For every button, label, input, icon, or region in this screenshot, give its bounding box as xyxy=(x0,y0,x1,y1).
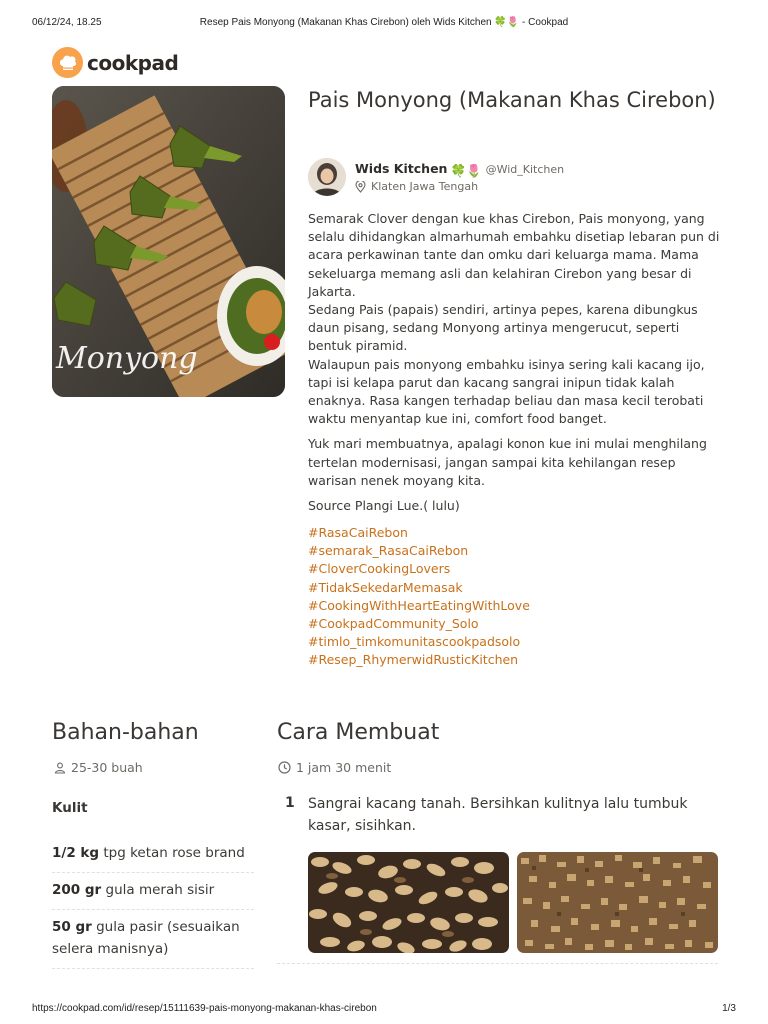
print-url: https://cookpad.com/id/resep/15111639-pais-monyong-makanan-khas-cirebon xyxy=(32,1003,377,1014)
ingredient-name: gula pasir (sesuaikan selera manisnya) xyxy=(52,919,240,957)
hashtag-link[interactable]: #timlo_timkomunitascookpadsolo xyxy=(308,634,521,650)
description-paragraph: Yuk mari membuatnya, apalagi konon kue ini mulai menghilang tertelan modernisasi, jangan sampai kita kehilangan resep warisan nenek moyang kita. xyxy=(308,436,707,488)
duration-text: 1 jam 30 menit xyxy=(296,760,392,775)
hashtag-link[interactable]: #CloverCookingLovers xyxy=(308,561,451,577)
hashtag-link[interactable]: #RasaCaiRebon xyxy=(308,525,408,540)
chef-hat-icon xyxy=(52,47,83,78)
avatar[interactable] xyxy=(308,158,346,196)
hashtag-link[interactable]: #TidakSekedarMemasak xyxy=(308,579,463,595)
hashtag-link[interactable]: #Resep_RhymerwidRusticKitchen xyxy=(308,652,519,668)
location-pin-icon xyxy=(355,181,366,193)
ingredient-item xyxy=(52,836,254,873)
step-photo[interactable] xyxy=(308,852,509,953)
description-paragraph: Walaupun pais monyong embahku isinya sering kali kacang ijo, tapi isi kelapa parut dan kacang sangrai inipun tidak kalah enaknya. Rasa kangen terhadap beliau dan masa kecil terobati waktu menyantap kue ini, comfort food banget. xyxy=(308,356,705,427)
ingredients-heading: Bahan-bahan xyxy=(52,720,199,745)
clock-icon xyxy=(278,761,291,774)
print-footer xyxy=(0,984,768,1024)
ingredient-qty: 50 gr xyxy=(52,919,92,935)
person-icon xyxy=(54,762,66,774)
print-header xyxy=(0,0,768,40)
ingredient-group-title: Kulit xyxy=(52,800,88,816)
hashtag-link[interactable]: #semarak_RasaCaiRebon xyxy=(308,543,469,559)
author-location-text: Klaten Jawa Tengah xyxy=(371,180,479,193)
step-number: 1 xyxy=(285,795,295,811)
ingredient-qty: 1/2 kg xyxy=(52,845,100,861)
hashtag-list xyxy=(308,524,530,670)
author-handle[interactable]: @Wid_Kitchen xyxy=(485,163,565,176)
hashtag-link[interactable]: #CookpadCommunity_Solo xyxy=(308,616,479,632)
cook-duration xyxy=(278,760,391,775)
description-paragraph: Sedang Pais (papais) sendiri, artinya pepes, karena dibungkus daun pisang, sedang Monyong artinya mengerucut, seperti bentuk piramid. xyxy=(308,302,698,354)
print-date: 06/12/24, 18.25 xyxy=(32,17,102,28)
description-paragraph: Semarak Clover dengan kue khas Cirebon, Pais monyong, yang selalu dihidangkan almarhumah embahku disetiap lebaran pun di acara perkawinan tante dan omku dari keluarga mama. Mama sekeluarga memang asli dan kelahiran Cirebon yang besar di Jakarta. xyxy=(308,211,720,299)
author-name[interactable]: Wids Kitchen xyxy=(355,161,448,176)
ingredient-name: gula merah sisir xyxy=(105,882,215,898)
recipe-photo xyxy=(52,86,285,397)
description-paragraph: Source Plangi Lue.( lulu) xyxy=(308,498,460,514)
ingredient-item xyxy=(52,910,254,969)
clover-tulip-emoji: 🍀🌷 xyxy=(450,163,482,178)
steps-heading: Cara Membuat xyxy=(277,720,440,745)
author-location xyxy=(355,180,478,193)
author-block[interactable] xyxy=(308,158,728,198)
servings-text: 25-30 buah xyxy=(71,760,143,775)
ingredient-list xyxy=(52,836,254,969)
servings xyxy=(54,760,143,775)
ingredient-qty: 200 gr xyxy=(52,882,102,898)
step-divider xyxy=(277,963,718,964)
print-page-title: Resep Pais Monyong (Makanan Khas Cirebon) oleh Wids Kitchen 🍀🌷 - Cookpad xyxy=(199,17,569,28)
logo-text: cookpad xyxy=(87,50,179,75)
ingredient-item xyxy=(52,873,254,910)
print-page-number: 1/3 xyxy=(722,1003,736,1014)
cookpad-logo[interactable] xyxy=(52,47,178,78)
ingredient-name: tpg ketan rose brand xyxy=(103,845,245,861)
image-overlay-text: Monyong xyxy=(56,341,198,376)
step-photo[interactable] xyxy=(517,852,718,953)
recipe-title: Pais Monyong (Makanan Khas Cirebon) xyxy=(308,88,716,112)
recipe-description xyxy=(308,210,723,515)
hashtag-link[interactable]: #CookingWithHeartEatingWithLove xyxy=(308,597,530,613)
step-text: Sangrai kacang tanah. Bersihkan kulitnya lalu tumbuk kasar, sisihkan. xyxy=(308,796,688,834)
